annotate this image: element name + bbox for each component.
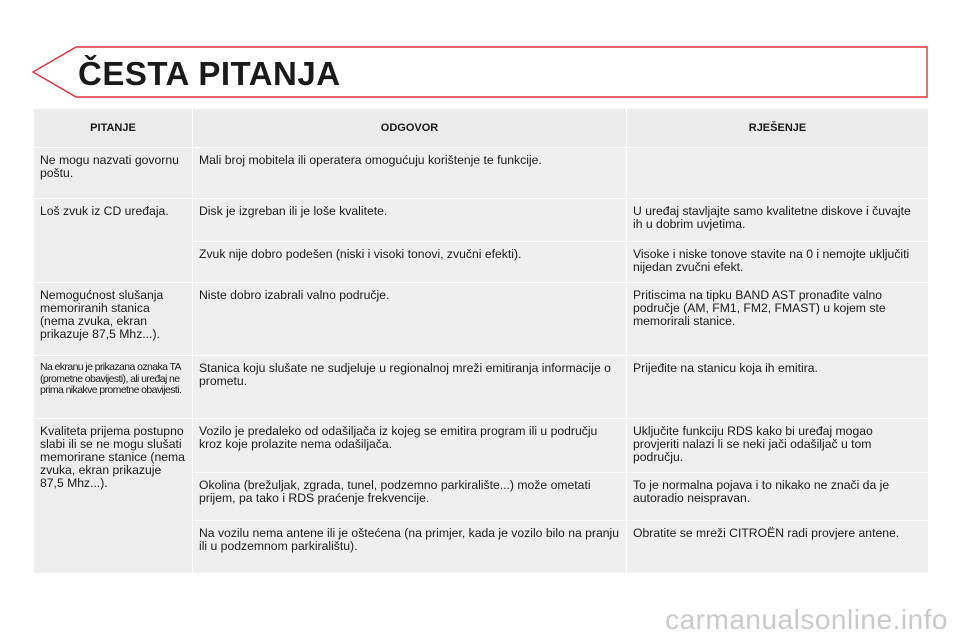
question-cell: Nemogućnost slušanja memoriranih stanica (nema zvuka, ekran prikazuje 87,5 Mhz...). — [34, 283, 193, 356]
question-cell: Ne mogu nazvati govornu poštu. — [34, 148, 193, 199]
faq-table — [33, 108, 929, 574]
table-row — [34, 283, 929, 356]
answer-cell: Disk je izgreban ili je loše kvalitete. — [193, 199, 627, 242]
answer-cell: Zvuk nije dobro podešen (niski i visoki tonovi, zvučni efekti). — [193, 242, 627, 283]
answer-cell: Okolina (brežuljak, zgrada, tunel, podzemno parkiralište...) može ometati prijem, pa tako i RDS praćenje frekvencije. — [193, 473, 627, 521]
header-answer: ODGOVOR — [193, 109, 627, 148]
page-title: ČESTA PITANJA — [78, 55, 341, 92]
answer-cell: Stanica koju slušate ne sudjeluje u regionalnoj mreži emitiranja informacije o prometu. — [193, 356, 627, 419]
table-row — [34, 419, 929, 473]
answer-cell: Niste dobro izabrali valno područje. — [193, 283, 627, 356]
solution-cell: U uređaj stavljajte samo kvalitetne diskove i čuvajte ih u dobrim uvjetima. — [627, 199, 929, 242]
question-cell: Kvaliteta prijema postupno slabi ili se ne mogu slušati memorirane stanice (nema zvuka, ekran prikazuje 87,5 Mhz...). — [34, 419, 193, 574]
table-row — [34, 199, 929, 242]
page-header — [32, 46, 928, 98]
question-cell: Loš zvuk iz CD uređaja. — [34, 199, 193, 283]
solution-cell: Uključite funkciju RDS kako bi uređaj mogao provjeriti nalazi li se neki jači odašiljač u tom području. — [627, 419, 929, 473]
question-cell: Na ekranu je prikazana oznaka TA (prometne obavijesti), ali uređaj ne prima nikakve prometne obavijesti. — [34, 356, 193, 419]
table-header-row — [34, 109, 929, 148]
table-row — [34, 356, 929, 419]
answer-cell: Mali broj mobitela ili operatera omogućuju korištenje te funkcije. — [193, 148, 627, 199]
header-solution: RJEŠENJE — [627, 109, 929, 148]
answer-cell: Na vozilu nema antene ili je oštećena (na primjer, kada je vozilo bilo na pranju ili u podzemnom parkiralištu). — [193, 521, 627, 574]
solution-cell: Visoke i niske tonove stavite na 0 i nemojte uključiti nijedan zvučni efekt. — [627, 242, 929, 283]
table-row — [34, 148, 929, 199]
solution-cell: To je normalna pojava i to nikako ne znači da je autoradio neispravan. — [627, 473, 929, 521]
solution-cell: Pritiscima na tipku BAND AST pronađite valno područje (AM, FM1, FM2, FMAST) u kojem ste memorirali stanice. — [627, 283, 929, 356]
solution-cell: Prijeđite na stanicu koja ih emitira. — [627, 356, 929, 419]
watermark-text: carmanualsonline.info — [665, 604, 948, 635]
answer-cell: Vozilo je predaleko od odašiljača iz kojeg se emitira program ili u području kroz koje prolazite nema odašiljača. — [193, 419, 627, 473]
solution-cell — [627, 148, 929, 199]
header-question: PITANJE — [34, 109, 193, 148]
solution-cell: Obratite se mreži CITROËN radi provjere antene. — [627, 521, 929, 574]
